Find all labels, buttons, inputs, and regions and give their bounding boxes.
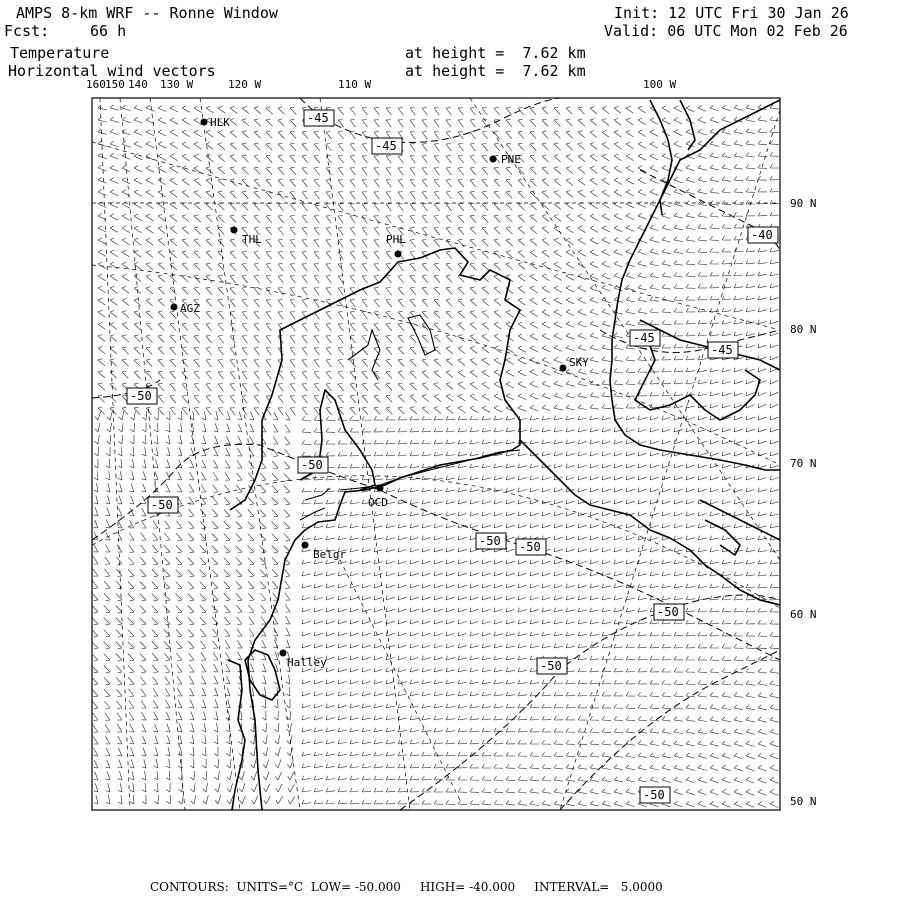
station-marker (490, 156, 497, 163)
lat-label: 70 N (790, 457, 817, 470)
station-label: PHL (386, 233, 406, 246)
station-label: Halley (287, 656, 327, 669)
contour-label: -45 (711, 343, 733, 357)
station-marker (280, 650, 287, 657)
forecast-hours: 66 h (90, 22, 127, 40)
station-marker (171, 304, 178, 311)
lon-label: 160 (86, 78, 106, 91)
contour-labels (127, 110, 778, 803)
station-marker (560, 365, 567, 372)
station-label: OCD (368, 496, 388, 509)
contour-label: -45 (307, 111, 329, 125)
coastlines (228, 100, 780, 810)
contour-label: -50 (479, 534, 501, 548)
height-wind: at height = 7.62 km (405, 62, 586, 80)
station-marker (201, 119, 208, 126)
station-label: SKY (569, 356, 589, 369)
station-label: PNE (501, 153, 521, 166)
lon-label: 120 W (228, 78, 262, 91)
station-label: Belgr (313, 548, 347, 561)
forecast-label: Fcst: (4, 22, 50, 40)
lat-label: 60 N (790, 608, 817, 621)
station-label: THL (242, 233, 262, 246)
lat-label: 90 N (790, 197, 817, 210)
contour-label: -50 (301, 458, 323, 472)
contour-label: -50 (151, 498, 173, 512)
lat-label: 50 N (790, 795, 817, 808)
station-marker (377, 485, 384, 492)
height-temperature: at height = 7.62 km (405, 44, 586, 62)
init-time: Init: 12 UTC Fri 30 Jan 26 (614, 4, 849, 22)
contour-label: -45 (375, 139, 397, 153)
station-marker (395, 251, 402, 258)
valid-time: Valid: 06 UTC Mon 02 Feb 26 (604, 22, 848, 40)
contour-label: -40 (751, 228, 773, 242)
lon-label: 100 W (643, 78, 677, 91)
map-title: AMPS 8-km WRF -- Ronne Window (16, 4, 278, 22)
contour-legend: CONTOURS: UNITS=°C LOW= -50.000 HIGH= -40.000 INTERVAL= 5.0000 (150, 880, 663, 894)
wind-vectors (92, 105, 779, 808)
lon-label: 140 (128, 78, 148, 91)
contour-label: -50 (643, 788, 665, 802)
contour-label: -50 (540, 659, 562, 673)
field-wind-vectors: Horizontal wind vectors (8, 62, 216, 80)
contour-label: -50 (657, 605, 679, 619)
lat-label: 80 N (790, 323, 817, 336)
station-label: AGZ (180, 302, 200, 315)
contour-label: -50 (130, 389, 152, 403)
station-marker (231, 227, 238, 234)
contour-label: -50 (519, 540, 541, 554)
lon-label: 150 (105, 78, 125, 91)
station-label: HLK (210, 116, 230, 129)
contour-label: -45 (633, 331, 655, 345)
station-marker (302, 542, 309, 549)
wind-vector-field (92, 105, 779, 808)
lon-label: 130 W (160, 78, 194, 91)
lon-label: 110 W (338, 78, 372, 91)
field-temperature: Temperature (10, 44, 110, 62)
